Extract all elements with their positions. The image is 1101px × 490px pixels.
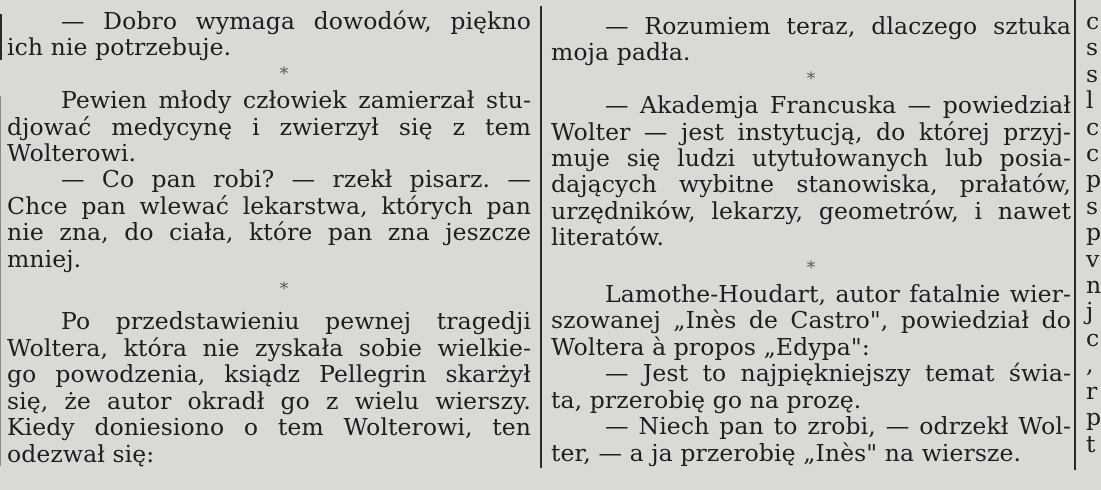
section-separator: *	[806, 257, 816, 278]
text-line: urzędników, lekarzy, geometrów, i nawet	[551, 196, 1071, 225]
cut-off-letter: s	[1086, 191, 1099, 220]
text-line: literatów.	[551, 223, 665, 252]
text-line: mniej.	[7, 244, 82, 273]
text-line: Chce pan wlewać lekarstwa, których pan	[7, 191, 531, 220]
text-line: muje się ludzi utytułowanych lub posia-	[551, 144, 1071, 173]
text-line: ta, przerobię go na prozę.	[551, 385, 862, 414]
text-line: ich nie potrzebuje.	[7, 33, 232, 62]
text-line: djować medycynę i zwierzył się z tem	[7, 112, 531, 141]
cut-off-letter: ,	[1086, 350, 1094, 379]
column-rule-2	[1074, 0, 1076, 470]
cut-off-letter: j	[1086, 297, 1094, 326]
text-line: Wolterowi.	[7, 139, 137, 168]
cut-off-letter: c	[1086, 139, 1100, 168]
text-line: dających wybitne stanowiska, prałatów,	[551, 170, 1071, 199]
left-column	[7, 8, 531, 467]
cut-off-letter: r	[1086, 376, 1098, 405]
text-line: — Rozumiem teraz, dlaczego sztuka	[605, 12, 1071, 40]
text-line: Woltera à propos „Edypa":	[551, 332, 870, 361]
text-line: nie zna, do ciała, które pan zna jeszcze	[7, 218, 531, 247]
text-line: Po przedstawieniu pewnej tragedji	[61, 307, 531, 336]
cut-off-letter: p	[1086, 218, 1101, 247]
text-line: go powodzenia, ksiądz Pellegrin skarżył	[7, 360, 531, 389]
cut-off-letter: n	[1086, 271, 1101, 300]
text-line: — Dobro wymaga dowodów, piękno	[61, 7, 531, 35]
left-margin-rule-lower	[0, 96, 1, 466]
text-line: szowanej „Inès de Castro", powiedział do	[551, 306, 1071, 335]
text-line: moja padła.	[551, 38, 691, 67]
text-line: Woltera, która nie zyskała sobie wielkie-	[7, 333, 531, 362]
text-line: — Akademja Francuska — powiedział	[605, 91, 1071, 120]
left-margin-rule	[0, 14, 2, 60]
text-line: Pewien młody człowiek zamierzał stu-	[61, 86, 531, 115]
section-separator: *	[279, 63, 289, 84]
column-rule-1	[540, 6, 542, 468]
section-separator: *	[806, 68, 816, 89]
text-line: Wolter — jest instytucją, do której przyj-	[551, 117, 1071, 146]
text-line: ter, — a ja przerobię „Inès" na wiersze.	[551, 438, 1022, 467]
cut-off-letter: s	[1086, 33, 1099, 62]
section-separator: *	[279, 279, 289, 300]
cut-off-letter: c	[1086, 7, 1100, 35]
cut-off-letter: c	[1086, 112, 1100, 141]
cut-off-letter: p	[1086, 165, 1101, 194]
cut-off-letter: s	[1086, 59, 1099, 88]
text-line: odezwał się:	[7, 439, 155, 468]
text-line: Lamothe-Houdart, autor fatalnie wier-	[605, 280, 1071, 309]
text-line: — Niech pan to zrobi, — odrzekł Wol-	[605, 412, 1071, 441]
cut-off-letter: c	[1086, 323, 1100, 352]
middle-column	[551, 8, 1071, 466]
text-line: — Jest to najpiękniejszy temat świa-	[605, 359, 1071, 388]
paragraph-1	[7, 8, 531, 34]
cut-off-letter: t	[1086, 429, 1096, 458]
text-line: Kiedy doniesiono o tem Wolterowi, ten	[7, 413, 531, 442]
text-line: się, że autor okradł go z wielu wierszy.	[7, 386, 531, 415]
cut-off-letter: v	[1086, 244, 1100, 273]
cut-off-letter: l	[1086, 86, 1094, 115]
text-line: — Co pan robi? — rzekł pisarz. —	[61, 165, 531, 194]
right-column-fragment	[1086, 7, 1101, 458]
cut-off-letter: p	[1086, 403, 1101, 432]
